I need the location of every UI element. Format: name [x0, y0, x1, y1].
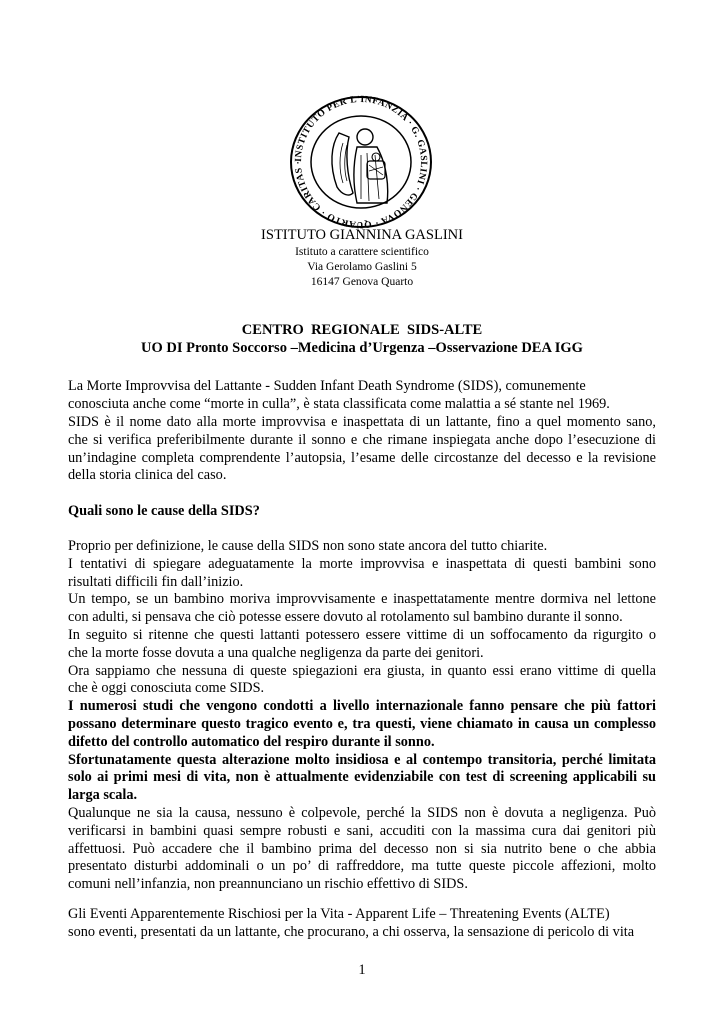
causes-line: Qualunque ne sia la causa, nessuno è colpevole, perché la SIDS non è dovuta a negligenza. Può [68, 804, 656, 821]
intro-line: conosciuta anche come “morte in culla”, è stata classificata come malattia a sé stante nel 1969. [68, 395, 610, 412]
intro-line: La Morte Improvvisa del Lattante - Sudden Infant Death Syndrome (SIDS), comunemente [68, 378, 586, 394]
causes-line: Un tempo, se un bambino moriva improvvisamente e inaspettatamente mentre dormiva nel lettone [68, 591, 656, 608]
sids-definition-paragraph [68, 414, 656, 485]
causes-line: comuni nell’infanzia, non preannunciano un rischio effettivo di SIDS. [68, 876, 468, 893]
section-heading-causes: Quali sono le cause della SIDS? [68, 503, 260, 519]
definition-line: della storia clinica del caso. [68, 467, 227, 484]
causes-line: Ora sappiamo che nessuna di queste spiegazioni era giusta, in quanto essi erano vittime di quella [68, 662, 656, 679]
causes-line: presentato disturbi addominali o un po’ di raffreddore, ma tutte queste piccole affezioni, molto [68, 858, 656, 875]
causes-line: che la morte fosse dovuta a una qualche negligenza da parte dei genitori. [68, 644, 484, 661]
causes-line: Proprio per definizione, le cause della SIDS non sono state ancora del tutto chiarite. [68, 538, 548, 554]
institute-city: 16147 Genova Quarto [310, 276, 414, 288]
bold-statement-line: possano determinare questo tragico evento e, tra questi, viene chiamato in causa un complesso [68, 715, 656, 732]
definition-line: un’indagine completa comprendente l’autopsia, l’esame delle circostanze del decesso e la revisione [68, 449, 656, 466]
intro-paragraph [68, 378, 656, 414]
institute-subtitle: Istituto a carattere scientifico [295, 246, 429, 258]
centro-title: CENTRO REGIONALE SIDS-ALTE [241, 322, 483, 338]
bold-statement-line: solo ai primi mesi di vita, non è attualmente evidenziabile con test di screening applicabili su [68, 769, 656, 786]
alte-paragraph [68, 906, 656, 942]
causes-line: In seguito si ritenne che questi lattanti potessero essere vittime di un soffocamento da rigurgito o [68, 626, 656, 643]
causes-line: affettuosi. Può accadere che il bambino prima del decesso non si sia nutrito bene o che abbia [68, 840, 656, 857]
institute-name: ISTITUTO GIANNINA GASLINI [261, 227, 463, 243]
svg-text:INSTITUTO PER L'INFANZIA · G.: INSTITUTO PER L'INFANZIA · G. GASLINI · GENOVA · QUARTO · CARITAS · [293, 95, 429, 230]
alte-line: Gli Eventi Apparentemente Rischiosi per la Vita - Apparent Life – Threatening Events (ALTE) [68, 906, 610, 922]
bold-statement-line: larga scala. [68, 787, 138, 804]
definition-line: che si verifica preferibilmente durante il sonno e che rimane inspiegata anche dopo l’esecuzione di [68, 431, 656, 448]
causes-line: I tentativi di spiegare adeguatamente la morte improvvisa e inaspettata di questi bambini sono [68, 555, 656, 572]
causes-line: risultati difficili fin dall’inizio. [68, 573, 244, 590]
alte-line: sono eventi, presentati da un lattante, che procurano, a chi osserva, la sensazione di pericolo di vita [68, 923, 635, 940]
causes-line: verificarsi in bambini quasi sempre robusti e sani, accuditi con la massima cura dai genitori più [68, 822, 656, 839]
bold-statement-line: I numerosi studi che vengono condotti a livello internazionale fanno pensare che più fattori [68, 698, 656, 715]
page-number: 1 [358, 962, 366, 978]
bold-statement-line: Sfortunatamente questa alterazione molto insidiosa e al contempo transitoria, perché limitata [68, 751, 656, 768]
causes-line: con adulti, si pensava che ciò potesse essere dovuto al rotolamento sul bambino durante il sonno. [68, 609, 623, 626]
uo-title: UO DI Pronto Soccorso –Medicina d’Urgenza –Osservazione DEA IGG [141, 340, 583, 356]
definition-line: SIDS è il nome dato alla morte improvvisa e inaspettata di un lattante, fino a quel momento sano, [68, 414, 656, 430]
causes-section [68, 538, 656, 894]
bold-statement-line: difetto del controllo automatico del respiro durante il sonno. [68, 733, 435, 750]
angel-with-child-seal-icon [287, 95, 435, 230]
causes-line: che è oggi conosciuta come SIDS. [68, 680, 265, 697]
institute-seal-logo [287, 95, 435, 230]
institute-address: Via Gerolamo Gaslini 5 [307, 261, 417, 273]
